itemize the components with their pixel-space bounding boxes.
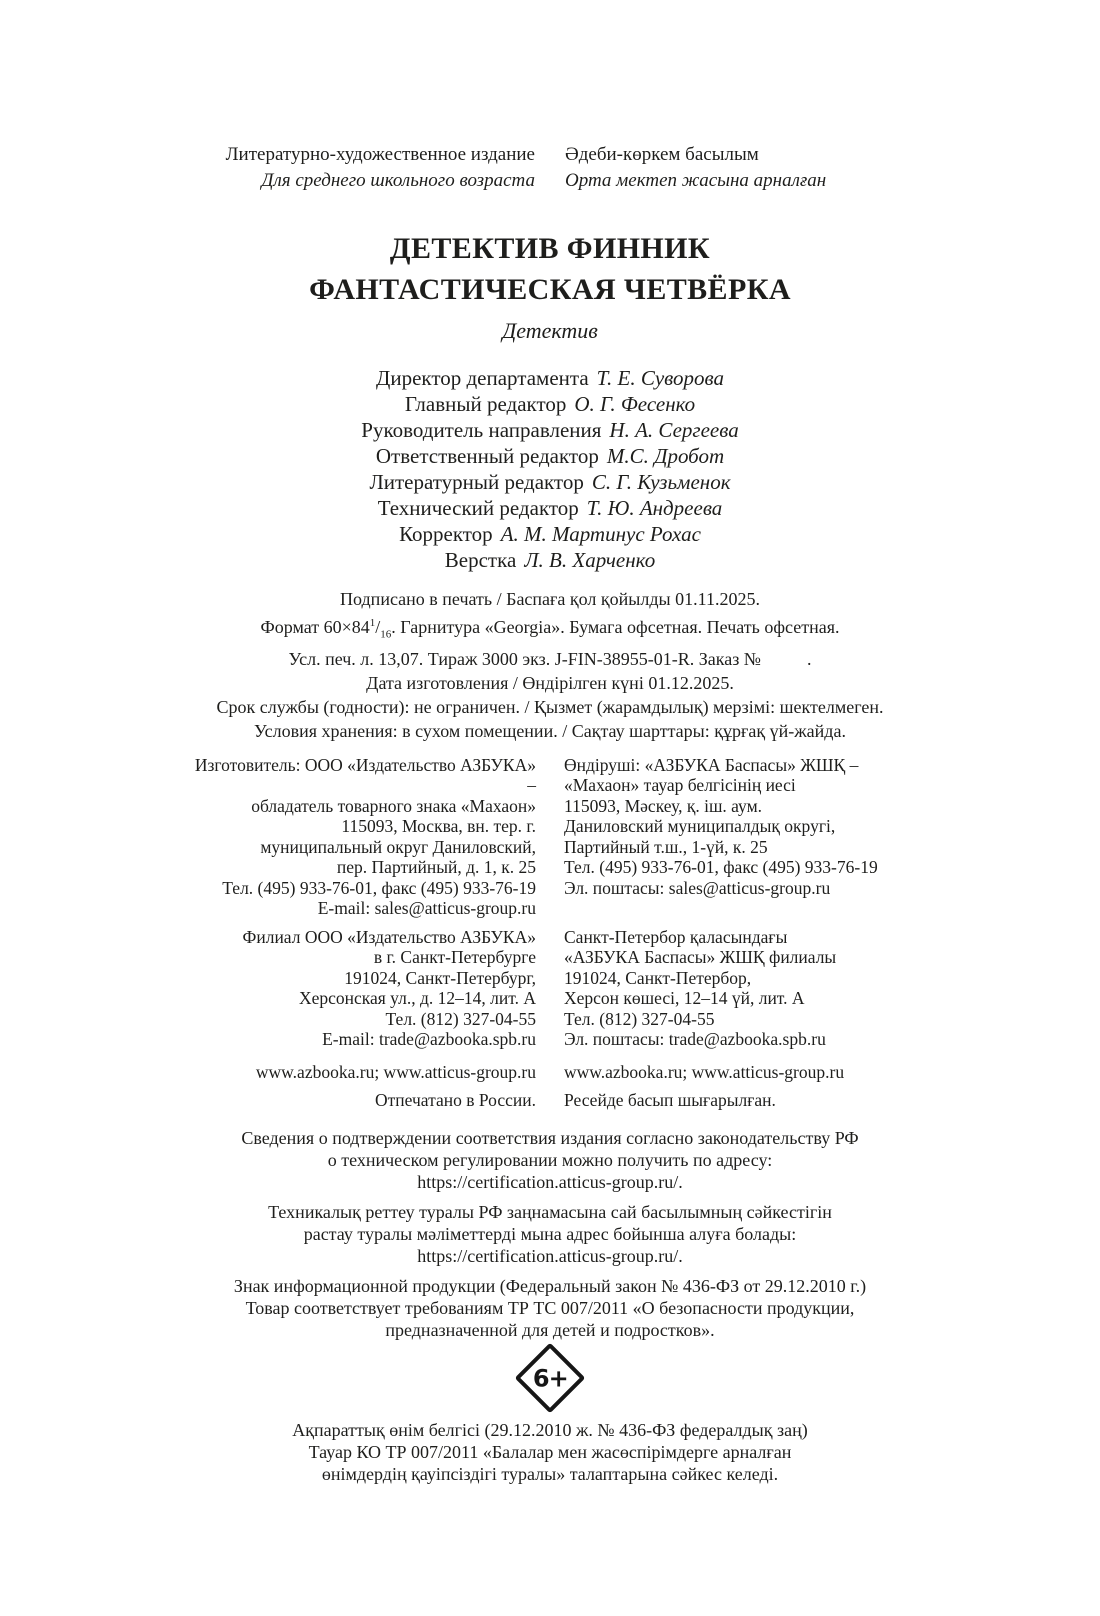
credit-role: Литературный редактор xyxy=(369,470,584,494)
print-order-line xyxy=(0,647,1100,671)
branch-kz-line: 191024, Санкт-Петербор, xyxy=(564,967,752,988)
credit-role: Технический редактор xyxy=(377,496,579,520)
info-sign-kz-line: өнімдердің қауіпсіздігі туралы» талаптарына сәйкес келеді. xyxy=(321,1463,779,1484)
branch-kz-line: «АЗБУКА Баспасы» ЖШҚ филиалы xyxy=(564,947,837,968)
print-storage-line: Условия хранения: в сухом помещении. / Сақтау шарттары: құрғақ үй-жайда. xyxy=(254,720,846,741)
info-sign-ru-line: предназначенной для детей и подростков». xyxy=(385,1319,715,1340)
info-sign-ru-line: Знак информационной продукции (Федеральный закон № 436-ФЗ от 29.12.2010 г.) xyxy=(233,1275,867,1296)
book-subtitle: Детектив xyxy=(502,318,598,343)
websites-ru: www.azbooka.ru; www.atticus-group.ru xyxy=(255,1061,536,1082)
credit-row xyxy=(0,365,1100,391)
branch-ru-phone: Тел. (812) 327-04-55 xyxy=(385,1008,536,1029)
credit-role: Руководитель направления xyxy=(361,418,602,442)
edition-kz xyxy=(565,142,945,194)
certification-kz-url: https://certification.atticus-group.ru/. xyxy=(417,1245,683,1266)
age-rating-badge xyxy=(515,1342,586,1413)
manufacturer-kz-phone: Тел. (495) 933-76-01, факс (495) 933-76-19 xyxy=(564,857,878,878)
credit-role: Директор департамента xyxy=(376,366,589,390)
publisher-addresses xyxy=(194,755,906,1111)
manufacturer-ru xyxy=(194,755,536,919)
format-prefix: Формат 60×84 xyxy=(260,617,370,637)
manufacturer-ru-email: E-mail: sales@atticus-group.ru xyxy=(317,898,536,919)
credit-name: А. М. Мартинус Рохас xyxy=(500,522,701,546)
certification-kz-line: Техникалық реттеу туралы РФ заңнамасына сай басылымның сәйкестігін xyxy=(268,1201,832,1222)
print-info xyxy=(0,587,1100,743)
credit-row xyxy=(0,521,1100,547)
print-format-line xyxy=(0,611,1100,647)
book-title-line2: ФАНТАСТИЧЕСКАЯ ЧЕТВЁРКА xyxy=(309,273,791,306)
branch-kz-line: Санкт-Петербор қаласындағы xyxy=(564,926,788,947)
branch-block xyxy=(194,927,906,1050)
branch-ru xyxy=(194,927,536,1050)
printed-in-ru: Отпечатано в России. xyxy=(375,1090,536,1111)
certification-kz-line: растау туралы мәліметтерді мына адрес бойынша алуға болады: xyxy=(303,1223,797,1244)
manufacturer-kz-line: Партийный т.ш., 1-үй, к. 25 xyxy=(564,836,768,857)
credit-row xyxy=(0,391,1100,417)
age-rating-label: 6+ xyxy=(532,1363,568,1392)
branch-kz-email: Эл. поштасы: trade@azbooka.spb.ru xyxy=(564,1029,826,1050)
info-sign-kz-line: Ақпараттық өнім белгісі (29.12.2010 ж. № 436-ФЗ федералдық заң) xyxy=(292,1419,808,1440)
credit-row xyxy=(0,495,1100,521)
credit-name: Л. В. Харченко xyxy=(524,548,656,572)
book-title-line1: ДЕТЕКТИВ ФИННИК xyxy=(389,232,711,265)
format-slash: / xyxy=(375,617,381,637)
print-signed-line: Подписано в печать / Баспаға қол қойылды 01.11.2025. xyxy=(340,589,760,609)
book-title xyxy=(0,228,1100,310)
info-sign-kz xyxy=(0,1419,1100,1485)
edition-header xyxy=(155,142,945,194)
credits-list xyxy=(0,365,1100,573)
format-sup: 1 xyxy=(369,617,376,629)
credit-name: С. Г. Кузьменок xyxy=(591,470,731,494)
credit-name: Т. Е. Суворова xyxy=(596,366,724,390)
print-service-life-line: Срок службы (годности): не ограничен. / Қызмет (жарамдылық) мерзімі: шектелмеген. xyxy=(216,696,884,717)
order-prefix: Усл. печ. л. 13,07. Тираж 3000 экз. J-FIN-38955-01-R. Заказ № xyxy=(288,648,761,669)
credit-row xyxy=(0,547,1100,573)
printed-in-row xyxy=(194,1090,906,1111)
credit-row xyxy=(0,469,1100,495)
manufacturer-ru-line: 115093, Москва, вн. тер. г. xyxy=(341,816,536,837)
edition-ru xyxy=(155,142,535,194)
branch-ru-line: Херсонская ул., д. 12–14, лит. А xyxy=(298,988,536,1009)
manufacturer-ru-line: Изготовитель: ООО «Издательство АЗБУКА» – xyxy=(194,754,536,796)
branch-kz-phone: Тел. (812) 327-04-55 xyxy=(564,1008,715,1029)
manufacturer-kz-email: Эл. поштасы: sales@atticus-group.ru xyxy=(564,877,831,898)
certification-ru-line: Сведения о подтверждении соответствия издания согласно законодательству РФ xyxy=(241,1127,859,1148)
print-made-date-line: Дата изготовления / Өндірілген күні 01.12.2025. xyxy=(366,672,734,693)
order-suffix: . xyxy=(806,648,812,669)
manufacturer-ru-line: муниципальный округ Даниловский, xyxy=(260,836,536,857)
branch-kz xyxy=(564,927,906,1050)
certification-ru-line: о техническом регулировании можно получить по адресу: xyxy=(327,1149,773,1170)
credit-name: О. Г. Фесенко xyxy=(574,392,696,416)
edition-kz-line2: Орта мектеп жасына арналған xyxy=(565,170,827,191)
branch-ru-line: в г. Санкт-Петербурге xyxy=(373,947,536,968)
manufacturer-block xyxy=(194,755,906,919)
credit-name: М.С. Дробот xyxy=(606,444,725,468)
edition-ru-line1: Литературно-художественное издание xyxy=(225,144,535,165)
info-sign-ru-line: Товар соответствует требованиям ТР ТС 007/2011 «О безопасности продукции, xyxy=(245,1297,855,1318)
branch-ru-line: Филиал ООО «Издательство АЗБУКА» xyxy=(242,926,536,947)
credit-role: Корректор xyxy=(399,522,493,546)
manufacturer-kz-line: Өндіруші: «АЗБУКА Баспасы» ЖШҚ – xyxy=(564,754,859,775)
certification-kz xyxy=(0,1201,1100,1267)
manufacturer-kz-line: 115093, Мәскеу, қ. іш. аум. xyxy=(564,795,763,816)
credit-row xyxy=(0,443,1100,469)
credit-role: Верстка xyxy=(444,548,517,572)
edition-ru-line2: Для среднего школьного возраста xyxy=(261,170,535,191)
branch-kz-line: Херсон көшесі, 12–14 үй, лит. А xyxy=(564,988,805,1009)
manufacturer-ru-line: пер. Партийный, д. 1, к. 25 xyxy=(336,857,536,878)
manufacturer-ru-phone: Тел. (495) 933-76-01, факс (495) 933-76-19 xyxy=(222,877,536,898)
certification-ru-url: https://certification.atticus-group.ru/. xyxy=(417,1171,683,1192)
printed-in-kz: Ресейде басып шығарылған. xyxy=(564,1090,776,1111)
manufacturer-kz-line: «Махаон» тауар белгісінің иесі xyxy=(564,775,796,796)
credit-name: Н. А. Сергеева xyxy=(609,418,739,442)
format-sub: 16 xyxy=(380,628,392,641)
branch-ru-email: E-mail: trade@azbooka.spb.ru xyxy=(322,1029,536,1050)
manufacturer-ru-line: обладатель товарного знака «Махаон» xyxy=(251,795,536,816)
edition-kz-line1: Әдеби-көркем басылым xyxy=(565,144,759,165)
websites-row xyxy=(194,1062,906,1083)
credit-row xyxy=(0,417,1100,443)
credit-role: Главный редактор xyxy=(404,392,567,416)
info-sign-ru xyxy=(0,1275,1100,1341)
credit-name: Т. Ю. Андреева xyxy=(586,496,723,520)
format-suffix: . Гарнитура «Georgia». Бумага офсетная. Печать офсетная. xyxy=(391,617,840,637)
branch-ru-line: 191024, Санкт-Петербург, xyxy=(344,967,536,988)
certification-ru xyxy=(0,1127,1100,1193)
manufacturer-kz xyxy=(564,755,906,919)
credit-role: Ответственный редактор xyxy=(375,444,599,468)
websites-kz: www.azbooka.ru; www.atticus-group.ru xyxy=(564,1061,845,1082)
manufacturer-kz-line: Даниловский муниципалдық округі, xyxy=(564,816,836,837)
info-sign-kz-line: Тауар КО ТР 007/2011 «Балалар мен жасөспірімдерге арналған xyxy=(308,1441,792,1462)
